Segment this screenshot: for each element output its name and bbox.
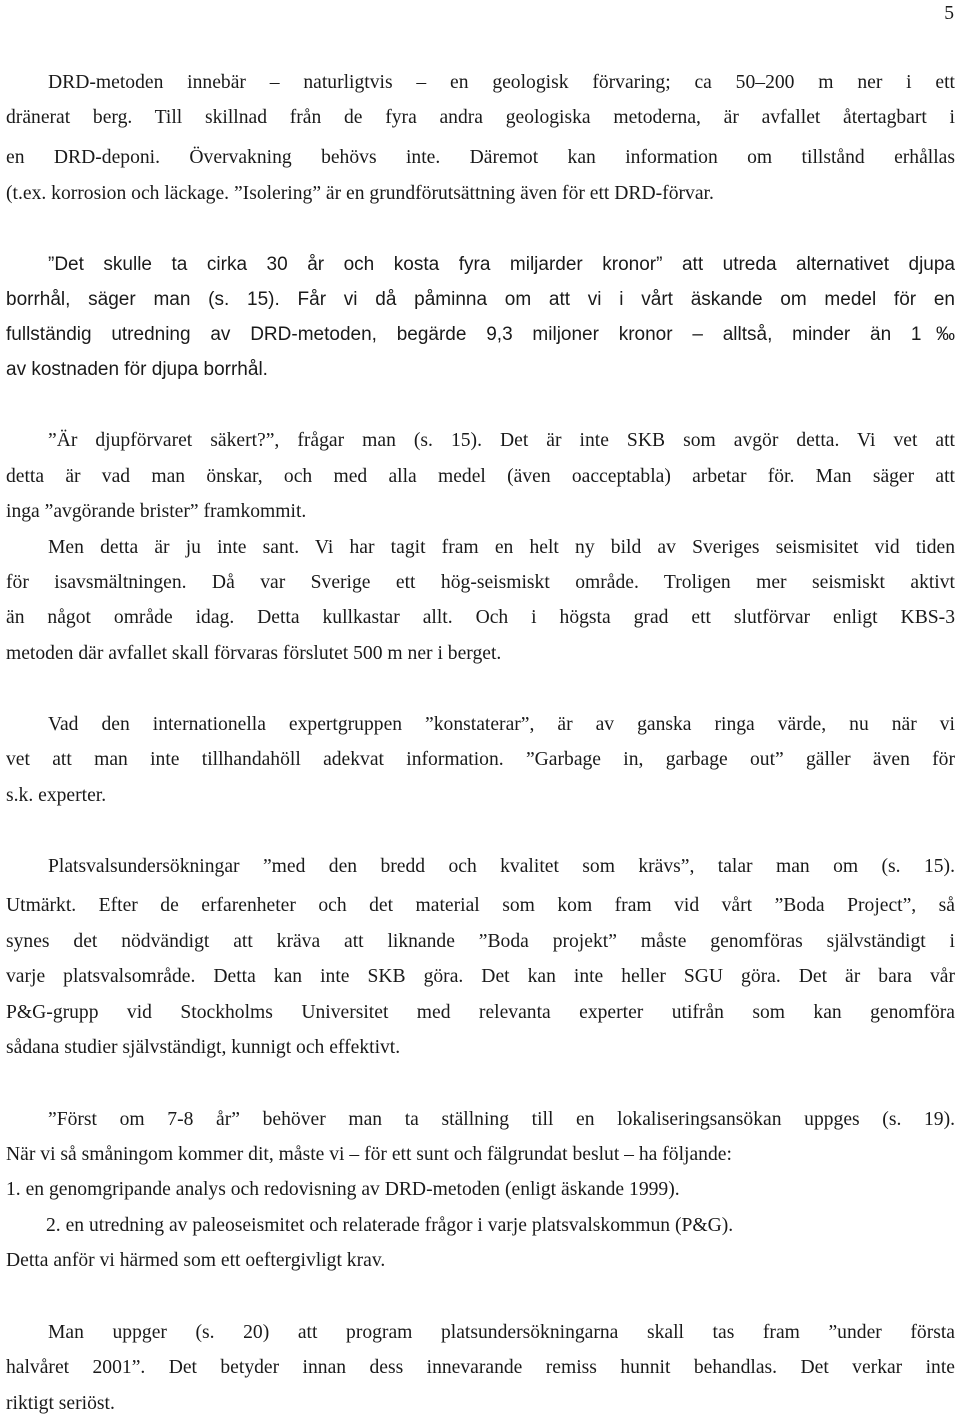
text-line: Man uppger (s. 20) att program platsundersökningarna skall tas fram ”under första [48,1322,955,1343]
text-line: för isavsmältningen. Då var Sverige ett hög-seismiskt område. Troligen mer seismiskt aktivt [6,572,955,593]
text-line: sådana studier självständigt, kunnigt och effektivt. [6,1037,401,1058]
text-line: fullständig utredning av DRD-metoden, begärde 9,3 miljoner kronor – alltså, minder än 1‰ [6,324,955,345]
text-line: riktigt seriöst. [6,1393,115,1414]
text-line: P&G-grupp vid Stockholms Universitet med relevanta experter utifrån som kan genomföra [6,1002,955,1023]
text-line: inga ”avgörande brister” framkommit. [6,501,307,522]
text-line: borrhål, säger man (s. 15). Får vi då påminna om att vi i vårt äskande om medel för en [6,289,955,310]
text-line: metoden där avfallet skall förvaras förslutet 500 m ner i berget. [6,643,502,664]
text-line: Platsvalsundersökningar ”med den bredd och kvalitet som krävs”, talar man om (s. 15). [48,856,955,877]
text-line: halvåret 2001”. Det betyder innan dess innevarande remiss hunnit behandlas. Det verkar inte [6,1357,955,1378]
text-line: s.k. experter. [6,785,107,806]
text-line: När vi så småningom kommer dit, måste vi – för ett sunt och fälgrundat beslut – ha följande: [6,1144,732,1165]
page-number: 5 [944,3,954,24]
list-item: 2. en utredning av paleoseismitet och relaterade frågor i varje platsvalskommun (P&G). [46,1215,734,1236]
text-line: varje platsvalsområde. Detta kan inte SKB göra. Det kan inte heller SGU göra. Det är bara vår [6,966,955,987]
text-line: detta är vad man önskar, och med alla medel (även oacceptabla) arbetar för. Man säger att [6,466,955,487]
text-line: Men detta är ju inte sant. Vi har tagit fram en helt ny bild av Sveriges seismisitet vid tiden [48,537,955,558]
text-line: Detta anför vi härmed som ett oeftergivligt krav. [6,1250,386,1271]
text-line: (t.ex. korrosion och läckage. ”Isolering” är en grundförutsättning även för ett DRD-förvar. [6,183,714,204]
text-line: av kostnaden för djupa borrhål. [6,359,268,380]
text-line: dränerat berg. Till skillnad från de fyra andra geologiska metoderna, är avfallet återtagbart i [6,107,955,128]
text-line: DRD-metoden innebär – naturligtvis – en geologisk förvaring; ca 50–200 m ner i ett [48,72,955,93]
list-item: 1. en genomgripande analys och redovisning av DRD-metoden (enligt äskande 1999). [6,1179,680,1200]
text-line: ”Det skulle ta cirka 30 år och kosta fyra miljarder kronor” att utreda alternativet djupa [48,254,955,275]
text-line: vet att man inte tillhandahöll adekvat information. ”Garbage in, garbage out” gäller även för [6,749,955,770]
text-line: en DRD-deponi. Övervakning behövs inte. Däremot kan information om tillstånd erhållas [6,147,955,168]
text-line: synes det nödvändigt att kräva att liknande ”Boda projekt” måste genomföras självständigt i [6,931,955,952]
text-line: Utmärkt. Efter de erfarenheter och det material som kom fram vid vårt ”Boda Project”, så [6,895,955,916]
text-line: än något område idag. Detta kullkastar allt. Och i högsta grad ett slutförvar enligt KBS-3 [6,607,955,628]
text-line: ”Först om 7-8 år” behöver man ta ställning till en lokaliseringsansökan uppges (s. 19). [48,1109,955,1130]
text-line: ”Är djupförvaret säkert?”, frågar man (s. 15). Det är inte SKB som avgör detta. Vi vet att [48,430,955,451]
text-line: Vad den internationella expertgruppen ”konstaterar”, är av ganska ringa värde, nu när vi [48,714,955,735]
